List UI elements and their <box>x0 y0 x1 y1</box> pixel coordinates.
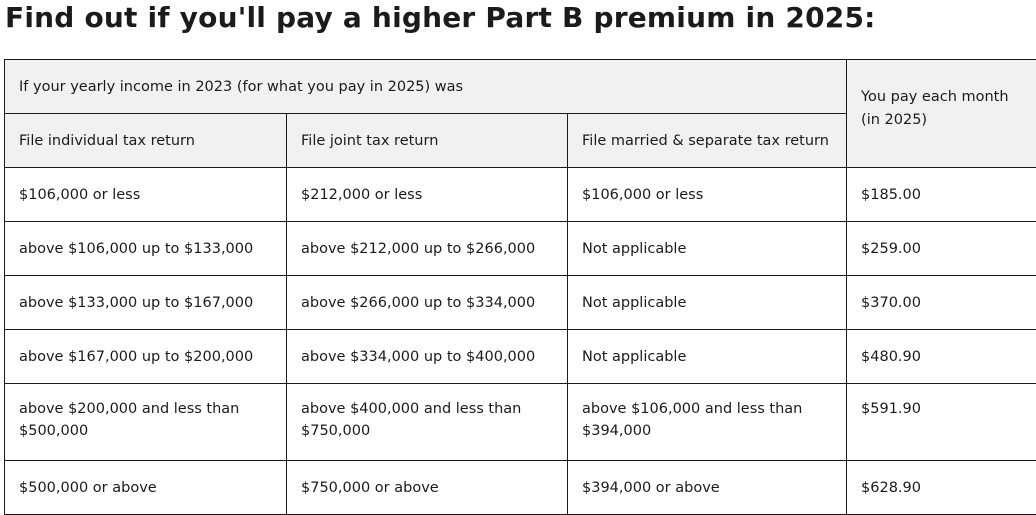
table-row <box>5 384 1036 461</box>
separate-cell: above $106,000 and less than $394,000 <box>568 384 847 461</box>
income-header: If your yearly income in 2023 (for what you pay in 2025) was <box>5 60 847 114</box>
premium-table <box>4 59 1036 515</box>
monthly-amount-cell: $591.90 <box>847 384 1036 461</box>
table-row <box>5 168 1036 222</box>
individual-cell: $106,000 or less <box>5 168 287 222</box>
monthly-amount-cell: $370.00 <box>847 276 1036 330</box>
joint-cell: above $266,000 up to $334,000 <box>287 276 568 330</box>
joint-cell: $750,000 or above <box>287 461 568 515</box>
joint-cell: above $400,000 and less than $750,000 <box>287 384 568 461</box>
monthly-amount-cell: $480.90 <box>847 330 1036 384</box>
individual-cell: above $106,000 up to $133,000 <box>5 222 287 276</box>
column-header-joint: File joint tax return <box>287 114 568 168</box>
table-row <box>5 222 1036 276</box>
monthly-amount-cell: $185.00 <box>847 168 1036 222</box>
header-row <box>5 60 1036 114</box>
page-title: Find out if you'll pay a higher Part B premium in 2025: <box>5 0 876 36</box>
separate-cell: Not applicable <box>568 222 847 276</box>
column-header-separate: File married & separate tax return <box>568 114 847 168</box>
separate-cell: Not applicable <box>568 276 847 330</box>
pay-header: You pay each month (in 2025) <box>847 60 1036 168</box>
separate-cell: $106,000 or less <box>568 168 847 222</box>
joint-cell: $212,000 or less <box>287 168 568 222</box>
table-row <box>5 276 1036 330</box>
monthly-amount-cell: $259.00 <box>847 222 1036 276</box>
separate-cell: $394,000 or above <box>568 461 847 515</box>
monthly-amount-cell: $628.90 <box>847 461 1036 515</box>
individual-cell: above $133,000 up to $167,000 <box>5 276 287 330</box>
table-row <box>5 330 1036 384</box>
table-row <box>5 461 1036 515</box>
separate-cell: Not applicable <box>568 330 847 384</box>
individual-cell: above $167,000 up to $200,000 <box>5 330 287 384</box>
individual-cell: above $200,000 and less than $500,000 <box>5 384 287 461</box>
column-header-individual: File individual tax return <box>5 114 287 168</box>
individual-cell: $500,000 or above <box>5 461 287 515</box>
joint-cell: above $212,000 up to $266,000 <box>287 222 568 276</box>
joint-cell: above $334,000 up to $400,000 <box>287 330 568 384</box>
